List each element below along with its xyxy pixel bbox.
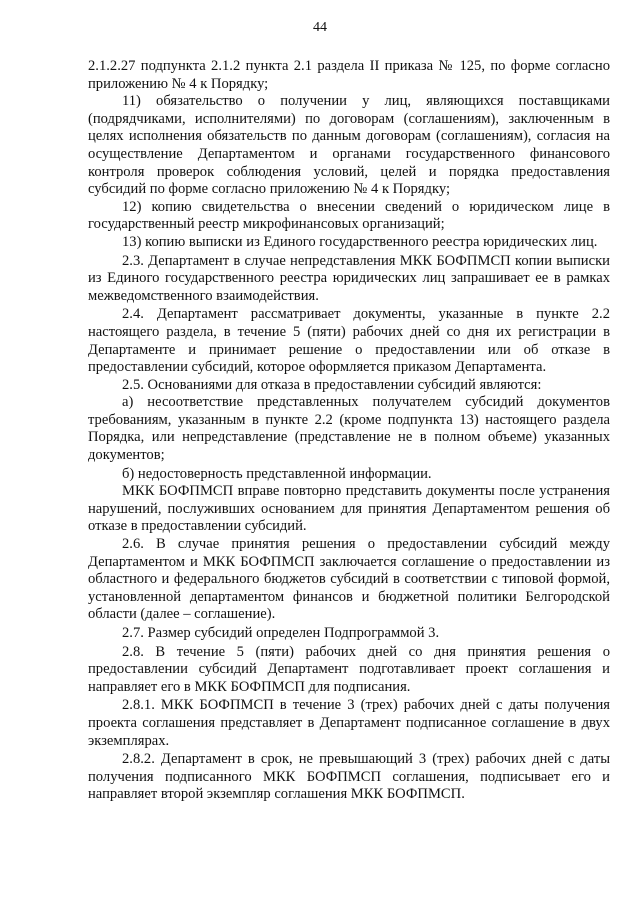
paragraph-2-7: 2.7. Размер субсидий определен Подпрограммой 3. [122, 625, 440, 641]
paragraph-2-8: 2.8. В течение 5 (пяти) рабочих дней со дня принятия решения о предоставлении субсидий Департамент подготавливает проект соглашения и направляет его в МКК БОФПМСП для подписания. [88, 643, 610, 695]
paragraph-2-5: 2.5. Основаниями для отказа в предоставлении субсидий являются: [122, 376, 542, 393]
paragraph-continuation: 2.1.2.27 подпункта 2.1.2 пункта 2.1 раздела II приказа № 125, по форме согласно приложению № 4 к Порядку; [88, 58, 610, 92]
paragraph-2-5-a: а) несоответствие представленных получателем субсидий документов требованиям, указанным в пункте 2.2 (кроме подпункта 13) настоящего раздела Порядка, или непредставление (представление не в полном объеме) указанных документов; [88, 394, 610, 464]
paragraph-2-8-1: 2.8.1. МКК БОФПМСП в течение 3 (трех) рабочих дней с даты получения проекта соглашения представляет в Департамент подписанное соглашение в двух экземплярах. [88, 697, 610, 749]
paragraph-2-6: 2.6. В случае принятия решения о предоставлении субсидий между Департаментом и МКК БОФПМСП заключается соглашение о предоставлении из областного и федерального бюджетов субсидий в соответствии с типовой формой, установленной департаментом финансов и бюджетной политики Белгородской области (далее – соглашение). [88, 536, 610, 623]
document-body [88, 58, 610, 804]
paragraph-2-3: 2.3. Департамент в случае непредставления МКК БОФПМСП копии выписки из Единого государственного реестра юридических лиц запрашивает ее в рамках межведомственного взаимодействия. [88, 252, 610, 304]
paragraph-2-5-b: б) недостоверность представленной информации. [122, 465, 432, 482]
paragraph-resubmission: МКК БОФПМСП вправе повторно представить документы после устранения нарушений, послуживших основанием для принятия Департаментом решения об отказе в предоставлении субсидий. [88, 483, 610, 535]
paragraph-2-8-2: 2.8.2. Департамент в срок, не превышающий 3 (трех) рабочих дней с даты получения подписанного МКК БОФПМСП соглашения, подписывает его и направляет второй экземпляр соглашения МКК БОФПМСП. [88, 751, 610, 803]
paragraph-item-11: 11) обязательство о получении у лиц, являющихся поставщиками (подрядчиками, исполнителями) по договорам (соглашениям), заключенным в целях исполнения обязательств по данным договорам (соглашениям), согласия на осуществление Департаментом и органами государственного финансового контроля проверок соблюдения условий, целей и порядка предоставления субсидий по форме согласно приложению № 4 к Порядку; [88, 93, 610, 198]
paragraph-item-13: 13) копию выписки из Единого государственного реестра юридических лиц. [122, 233, 598, 250]
page-number: 44 [313, 20, 327, 35]
paragraph-2-4: 2.4. Департамент рассматривает документы, указанные в пункте 2.2 настоящего раздела, в течение 5 (пяти) рабочих дней со дня их регистрации в Департаменте и принимает решение о предоставлении или об отказе в предоставлении субсидий, которое оформляется приказом Департамента. [88, 306, 610, 376]
paragraph-item-12: 12) копию свидетельства о внесении сведений о юридическом лице в государственный реестр микрофинансовых организаций; [88, 198, 610, 233]
